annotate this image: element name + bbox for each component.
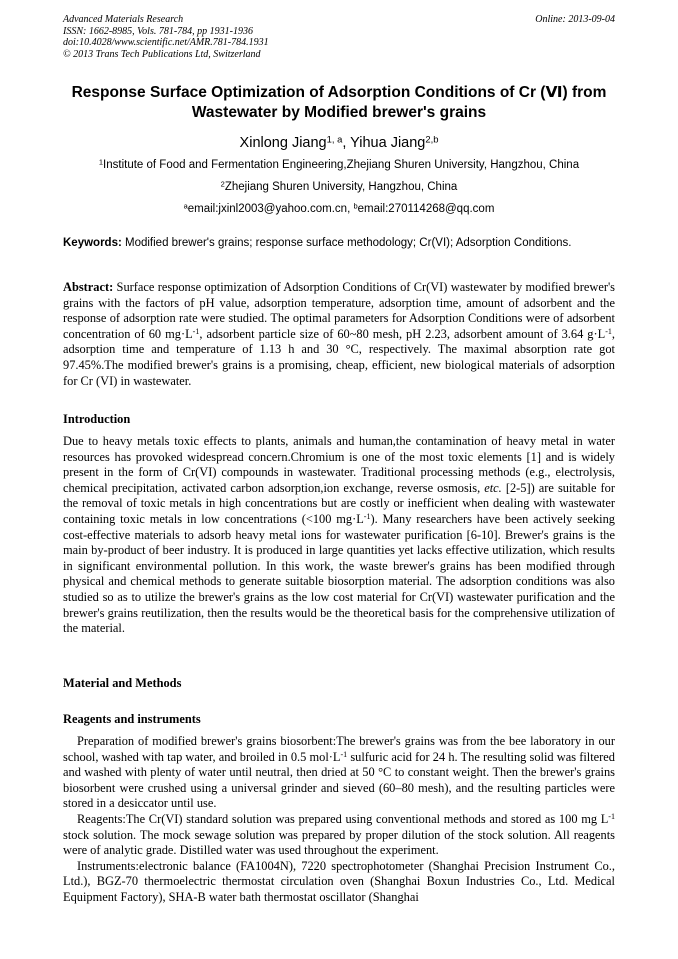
author-2-sup: 2,b <box>425 133 439 145</box>
affiliation-2-text: Zhejiang Shuren University, Hangzhou, China <box>224 181 458 193</box>
author-1: Xinlong Jiang <box>239 135 327 151</box>
methods-p2-a: Reagents:The Cr(VI) standard solution was prepared using conventional methods and stored as 100 mg L <box>77 811 609 826</box>
running-header <box>63 14 615 60</box>
methods-p2-sup: -1 <box>608 811 615 821</box>
methods-p1-sup: -1 <box>340 749 348 759</box>
keywords-block <box>63 236 615 251</box>
keywords-label: Keywords: <box>63 237 122 249</box>
abstract-text-3: , adsorption time and temperature of 1.13 h and 30 °C, respectively. The maximal absorption rate got 97.45%.The modified brewer's grains is a promising, cheap, efficient, new biological materials of adsorption for Cr (VI) in wastewater. <box>63 326 615 388</box>
email-line <box>40 202 638 216</box>
methods-heading: Material and Methods <box>63 676 182 690</box>
author-2: Yihua Jiang <box>350 135 426 151</box>
affiliation-2 <box>40 180 638 194</box>
affiliation-1-text: Institute of Food and Fermentation Engineering,Zhejiang Shuren University, Hangzhou, China <box>103 159 580 171</box>
title-line2: Wastewater by Modified brewer's grains <box>191 104 487 121</box>
intro-etc: etc. <box>484 480 502 495</box>
intro-text-2: [2-5]) are suitable for the removal of toxic metals in high concentrations but are costly or inefficient when dealing with wastewater containing toxic metals in low concentrations (<100 mg·L <box>63 480 615 526</box>
methods-p1-b: sulfuric acid for 24 h. The resulting solid was filtered and washed with plenty of water until neutral, then dried at 50 °C to constant weight. Then the brewer's grains biosorbent were crushed using a universal grinder and sieved (60–80 mesh), and the resulting particles were stored in a desiccator until use. <box>63 749 615 811</box>
title-line1-a: Response Surface Optimization of Adsorption Conditions of Cr ( <box>71 84 546 101</box>
abstract-block <box>63 280 615 389</box>
abstract-sup-1: -1 <box>192 326 200 336</box>
abstract-text-1: Surface response optimization of Adsorption Conditions of Cr(VI) wastewater by modified brewer's grains with the factors of pH value, adsorption temperature, adsorption time, amount of adsorbent and the response of adsorption rate were studied. The optimal parameters for Adsorption Conditions were of adsorbent concentration of 60 mg·L <box>63 280 615 341</box>
author-1-sup: 1, a <box>326 133 343 145</box>
title-roman-six: Ⅵ <box>545 83 563 101</box>
abstract-sup-2: -1 <box>605 326 612 336</box>
author-list <box>40 134 638 152</box>
methods-body <box>63 734 615 906</box>
reagents-subheading: Reagents and instruments <box>63 712 201 726</box>
methods-paragraph-3: Instruments:electronic balance (FA1004N), 7220 spectrophotometer (Shanghai Precision Instrument Co., Ltd.), BGZ-70 thermoelectric thermostat circulation oven (Shanghai Boxun Industries Co., Ltd. Medical Equipment Factory), SHA-B water bath thermostat oscillator (Shanghai <box>63 858 615 904</box>
online-date: Online: 2013-09-04 <box>535 14 615 25</box>
methods-p1-a: Preparation of modified brewer's grains biosorbent:The brewer's grains was from the bee laboratory in our school, washed with tap water, and broiled in 0.5 mol·L <box>63 734 615 764</box>
keywords-text: Modified brewer's grains; response surface methodology; Cr(VI); Adsorption Conditions. <box>121 237 572 249</box>
title-line1-b: ) from <box>562 84 607 101</box>
paper-title <box>40 82 638 123</box>
methods-paragraph-2 <box>63 812 615 859</box>
email-b-sup: b <box>353 201 358 211</box>
methods-paragraph-1 <box>63 734 615 812</box>
intro-text-1: Due to heavy metals toxic effects to plants, animals and human,the contamination of heavy metal in water resources has provoked widespread concern.Chromium is one of the most toxic elements [1] and is widely present in the form of Cr(VI) compounds in wastewater. Traditional processing methods (e.g., electrolysis, chemical precipitation, activated carbon adsorption,ion exchange, reverse osmosis, <box>63 434 615 495</box>
affiliation-1-sup: 1 <box>98 157 104 167</box>
introduction-body <box>63 434 615 637</box>
email-b: email:270114268@qq.com <box>357 203 495 215</box>
intro-sup: -1 <box>363 511 371 521</box>
journal-name: Advanced Materials Research <box>63 14 184 25</box>
copyright-line: © 2013 Trans Tech Publications Ltd, Switzerland <box>63 48 261 60</box>
issn-line: ISSN: 1662-8985, Vols. 781-784, pp 1931-1936 <box>63 25 253 37</box>
abstract-label: Abstract: <box>63 280 114 294</box>
author-separator: , <box>342 135 351 151</box>
email-a-sup: a <box>183 201 188 211</box>
introduction-heading: Introduction <box>63 412 131 426</box>
doi-line: doi:10.4028/www.scientific.net/AMR.781-784.1931 <box>63 37 269 48</box>
abstract-text-2: , adsorbent particle size of 60~80 mesh, pH 2.23, adsorbent amount of 3.64 g·L <box>199 326 606 341</box>
affiliation-1 <box>40 158 638 172</box>
email-a: email:jxinl2003@yahoo.com.cn, <box>187 203 354 215</box>
intro-text-3: ). Many researchers have been actively seeking cost-effective materials to adsorb heavy metal ions for wastewater purification [6-10]. Brewer's grains is the main by-product of beer industry. It is produced in large quantities yet lacks effective utilization, which results in significant environmental pollution. In this work, the waste brewer's grains has been modified through physical and chemical methods to generate suitable biosorption material. The adsorption conditions was also studied so as to utilize the brewer's grains as the low cost material for Cr(VI) wastewater purification and the brewer's grains reutilization, then the results would be the theoretical basis for the comprehensive utilization of the material. <box>63 511 615 636</box>
methods-p2-b: stock solution. The mock sewage solution was prepared by proper dilution of the stock solution. All reagents were of analytic grade. Distilled water was used throughout the experiment. <box>63 827 615 858</box>
affiliation-2-sup: 2 <box>220 179 225 189</box>
